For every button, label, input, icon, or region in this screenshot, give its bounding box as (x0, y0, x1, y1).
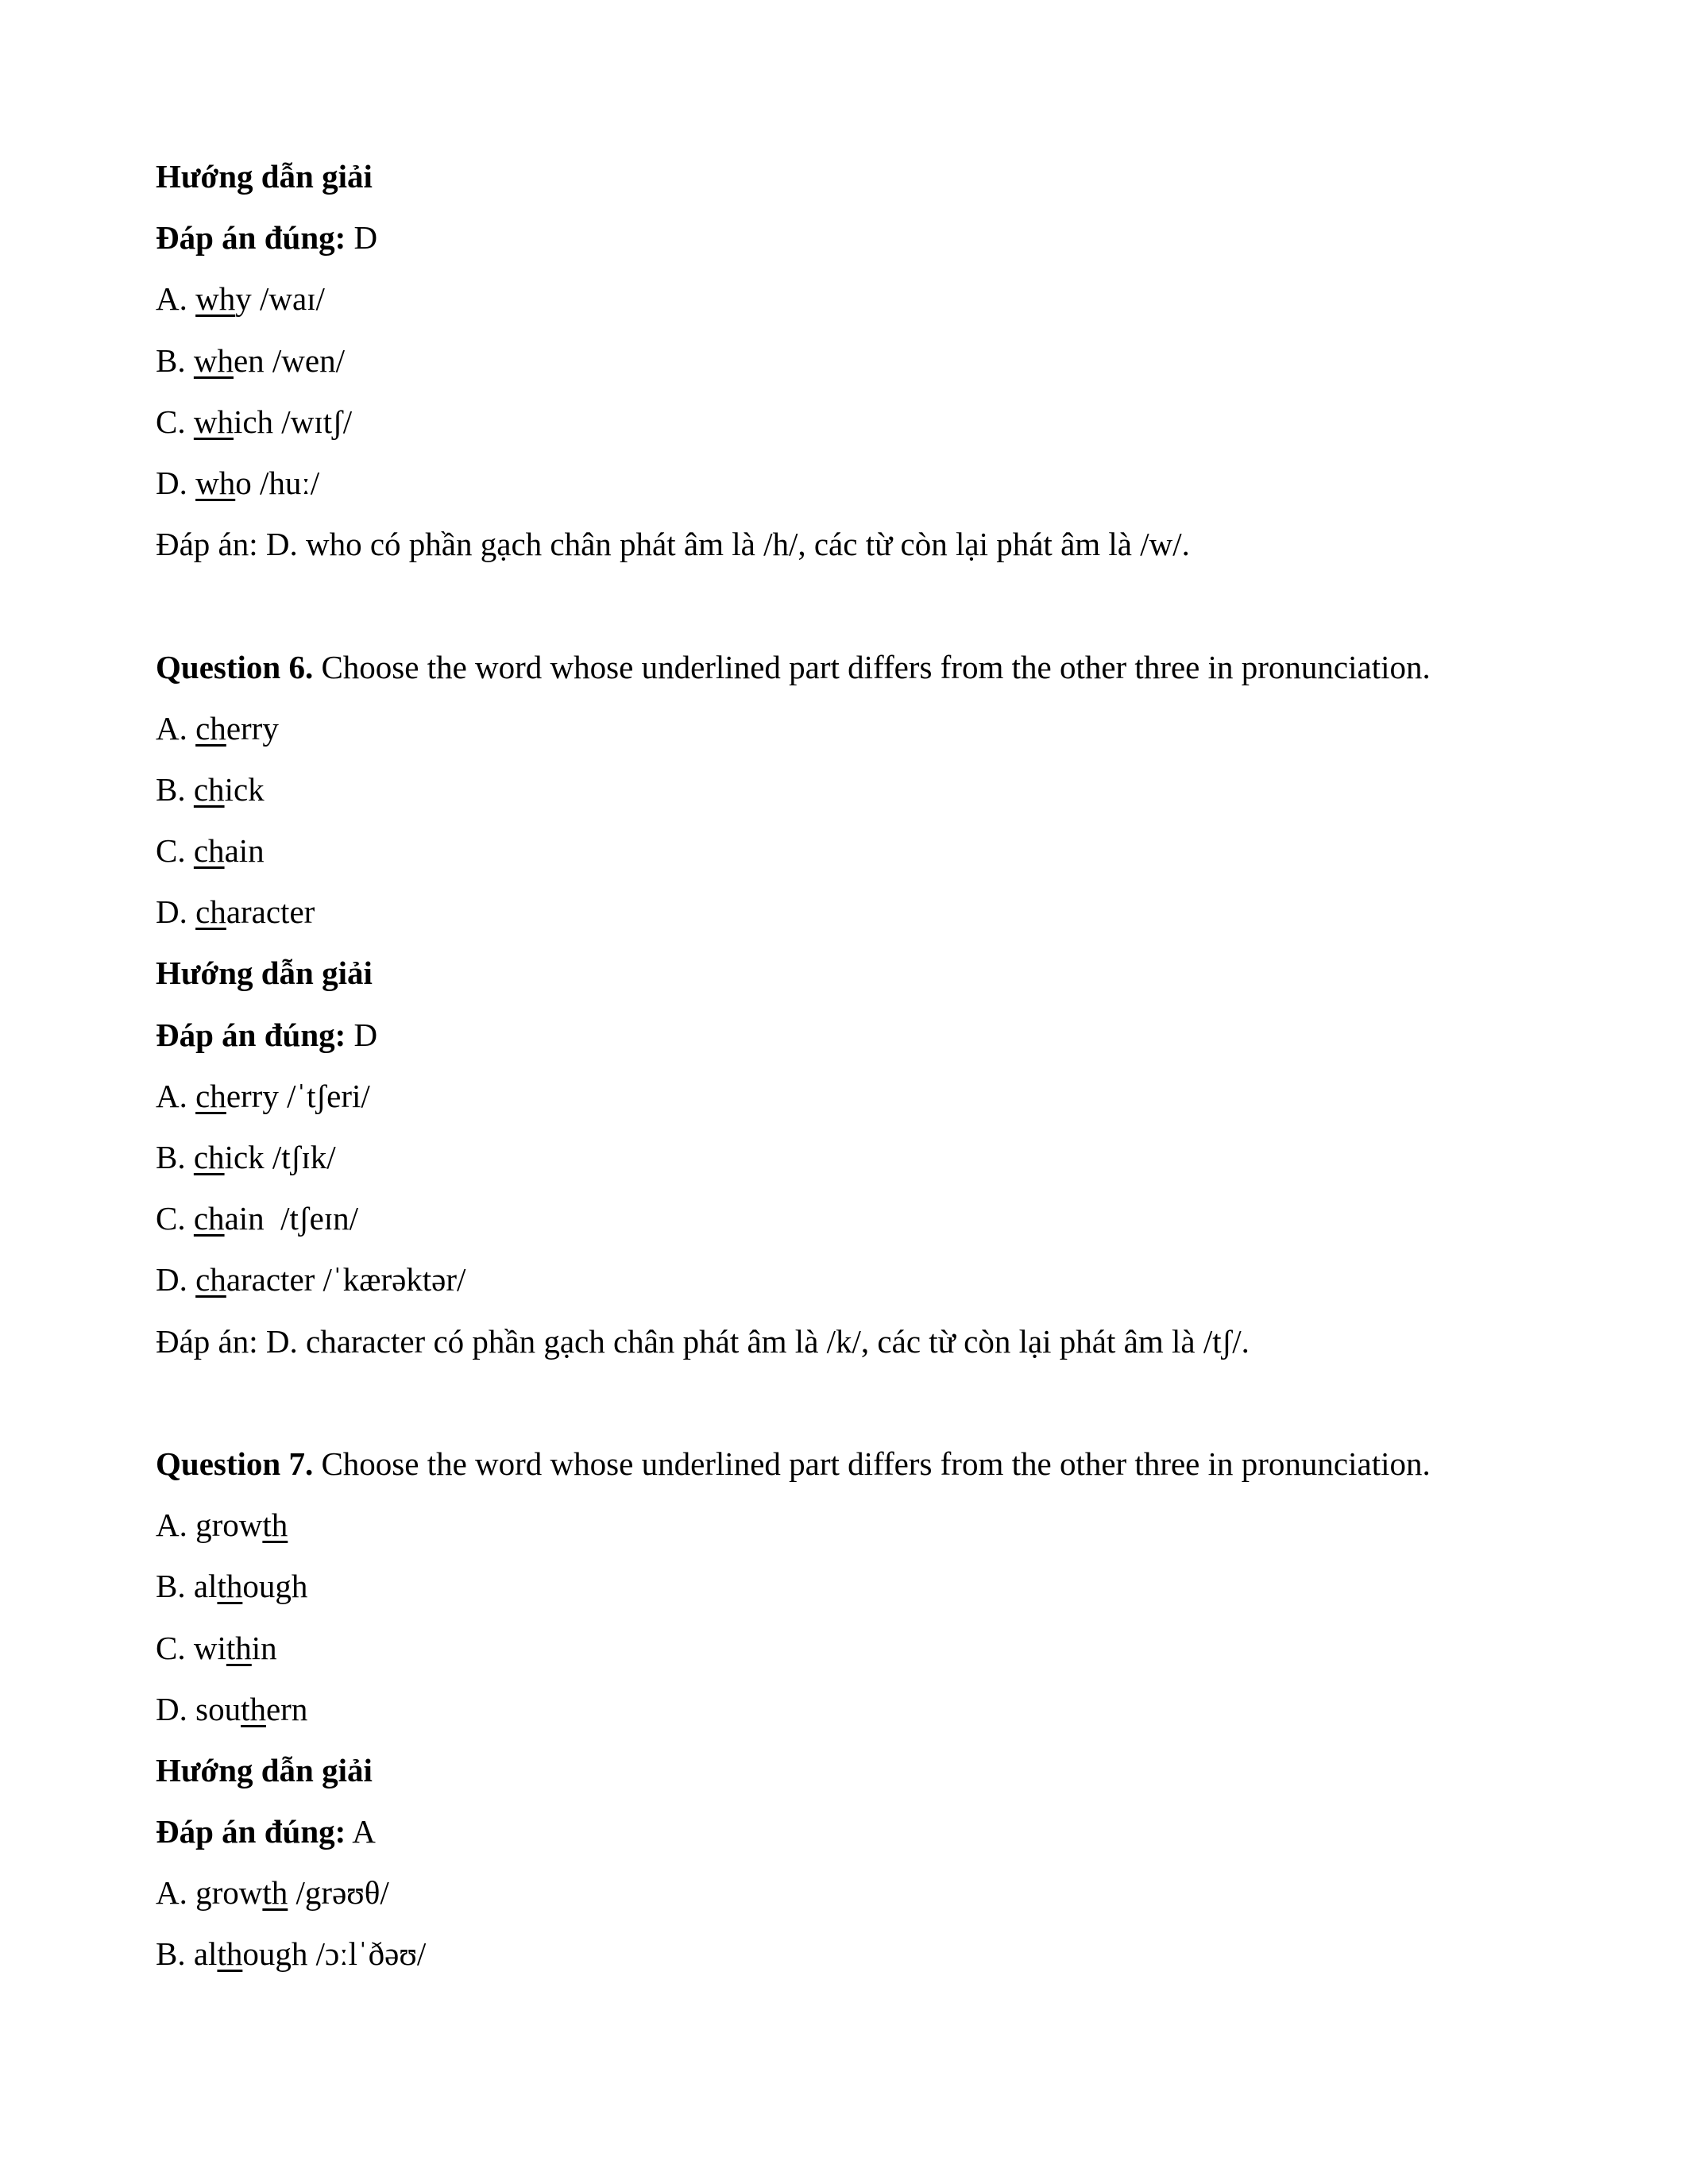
underlined-part: wh (195, 280, 236, 318)
item-rest: ich /wɪtʃ/ (233, 403, 353, 440)
item-rest: y /waɪ/ (235, 280, 325, 318)
solution-heading (156, 943, 1546, 1004)
solution-item (156, 330, 1546, 392)
underlined-part: th (262, 1874, 288, 1912)
answer-value: A (346, 1813, 376, 1850)
question-prompt: Choose the word whose underlined part differs from the other three in pronunciation. (313, 1445, 1431, 1482)
option (156, 820, 1546, 882)
item-prefix: D. (156, 464, 196, 501)
solution-item (156, 1066, 1546, 1127)
option (156, 1679, 1546, 1740)
option (156, 882, 1546, 943)
option (156, 698, 1546, 759)
item-prefix: A. grow (156, 1507, 263, 1544)
underlined-part: ch (193, 770, 225, 808)
item-prefix: C. (156, 1200, 194, 1237)
item-prefix: B. (156, 1139, 194, 1175)
item-prefix: B. (156, 770, 194, 808)
underlined-part: wh (193, 341, 234, 379)
answer-label: Đáp án đúng: (156, 1016, 346, 1053)
spacer (156, 1372, 1546, 1433)
answer-value: D (346, 1016, 378, 1053)
item-prefix: B. (156, 341, 194, 379)
item-rest: ick (224, 770, 265, 808)
item-rest: ough /ɔːlˈðəʊ/ (242, 1935, 427, 1973)
question-prompt: Choose the word whose underlined part differs from the other three in pronunciation. (313, 648, 1431, 685)
underlined-part: ch (193, 1139, 225, 1175)
underlined-part: th (226, 1629, 252, 1666)
option (156, 759, 1546, 820)
item-prefix: C. (156, 832, 194, 870)
underlined-part: ch (195, 1077, 226, 1114)
underlined-part: wh (193, 403, 234, 440)
item-prefix: B. al (156, 1568, 218, 1605)
spacer (156, 575, 1546, 636)
item-rest: /grəʊθ/ (288, 1874, 389, 1912)
solution-heading (156, 146, 1546, 207)
answer-label: Đáp án đúng: (156, 1813, 346, 1850)
underlined-part: th (241, 1690, 266, 1727)
heading-text: Hướng dẫn giải (156, 158, 373, 195)
solution-heading (156, 1740, 1546, 1801)
item-rest: ick /tʃɪk/ (224, 1139, 336, 1175)
item-rest: ough (242, 1568, 308, 1605)
explanation: Đáp án: D. character có phần gạch chân phát âm là /k/, các từ còn lại phát âm là /tʃ/. (156, 1322, 1250, 1360)
answer-label: Đáp án đúng: (156, 219, 346, 257)
item-prefix: D. sou (156, 1690, 241, 1727)
item-prefix: A. (156, 709, 196, 747)
solution-item (156, 1127, 1546, 1188)
option (156, 1618, 1546, 1679)
underlined-part: ch (195, 709, 226, 747)
item-prefix: B. al (156, 1935, 218, 1973)
underlined-part: ch (193, 832, 225, 870)
question-6 (156, 637, 1546, 698)
correct-answer (156, 207, 1546, 268)
option (156, 1495, 1546, 1556)
underlined-part: th (262, 1507, 288, 1544)
option (156, 1556, 1546, 1617)
underlined-part: ch (195, 893, 226, 931)
underlined-part: th (217, 1568, 243, 1605)
item-rest: in (251, 1629, 277, 1666)
underlined-part: ch (193, 1200, 225, 1237)
solution-item (156, 1862, 1546, 1924)
question-label: Question 7. (156, 1445, 314, 1482)
item-rest: aracter /ˈkærəktər/ (226, 1261, 466, 1298)
item-prefix: C. wi (156, 1629, 226, 1666)
item-prefix: A. (156, 1077, 196, 1114)
item-rest: en /wen/ (233, 341, 346, 379)
underlined-part: ch (195, 1261, 226, 1298)
item-rest: erry (226, 709, 279, 747)
item-rest: ain (224, 832, 265, 870)
item-rest: o /huː/ (235, 464, 320, 501)
item-rest: erry /ˈtʃeri/ (226, 1077, 370, 1114)
item-prefix: A. (156, 280, 196, 318)
item-rest: ain /tʃeɪn/ (224, 1200, 359, 1237)
solution-item (156, 392, 1546, 453)
correct-answer (156, 1801, 1546, 1862)
item-prefix: A. grow (156, 1874, 263, 1912)
heading-text: Hướng dẫn giải (156, 1751, 373, 1788)
correct-answer (156, 1005, 1546, 1066)
question-7 (156, 1433, 1546, 1495)
answer-value: D (346, 219, 378, 257)
item-prefix: C. (156, 403, 194, 440)
item-rest: aracter (226, 893, 315, 931)
solution-item (156, 1188, 1546, 1249)
item-rest: ern (265, 1690, 308, 1727)
heading-text: Hướng dẫn giải (156, 955, 373, 992)
solution-item (156, 1924, 1546, 1985)
explanation: Đáp án: D. who có phần gạch chân phát âm là /h/, các từ còn lại phát âm là /w/. (156, 526, 1190, 563)
item-prefix: D. (156, 893, 196, 931)
underlined-part: th (217, 1935, 243, 1973)
solution-item (156, 268, 1546, 330)
question-label: Question 6. (156, 648, 314, 685)
solution-item (156, 1249, 1546, 1310)
item-prefix: D. (156, 1261, 196, 1298)
document-page (156, 146, 1546, 1985)
solution-item (156, 453, 1546, 514)
underlined-part: wh (195, 464, 236, 501)
